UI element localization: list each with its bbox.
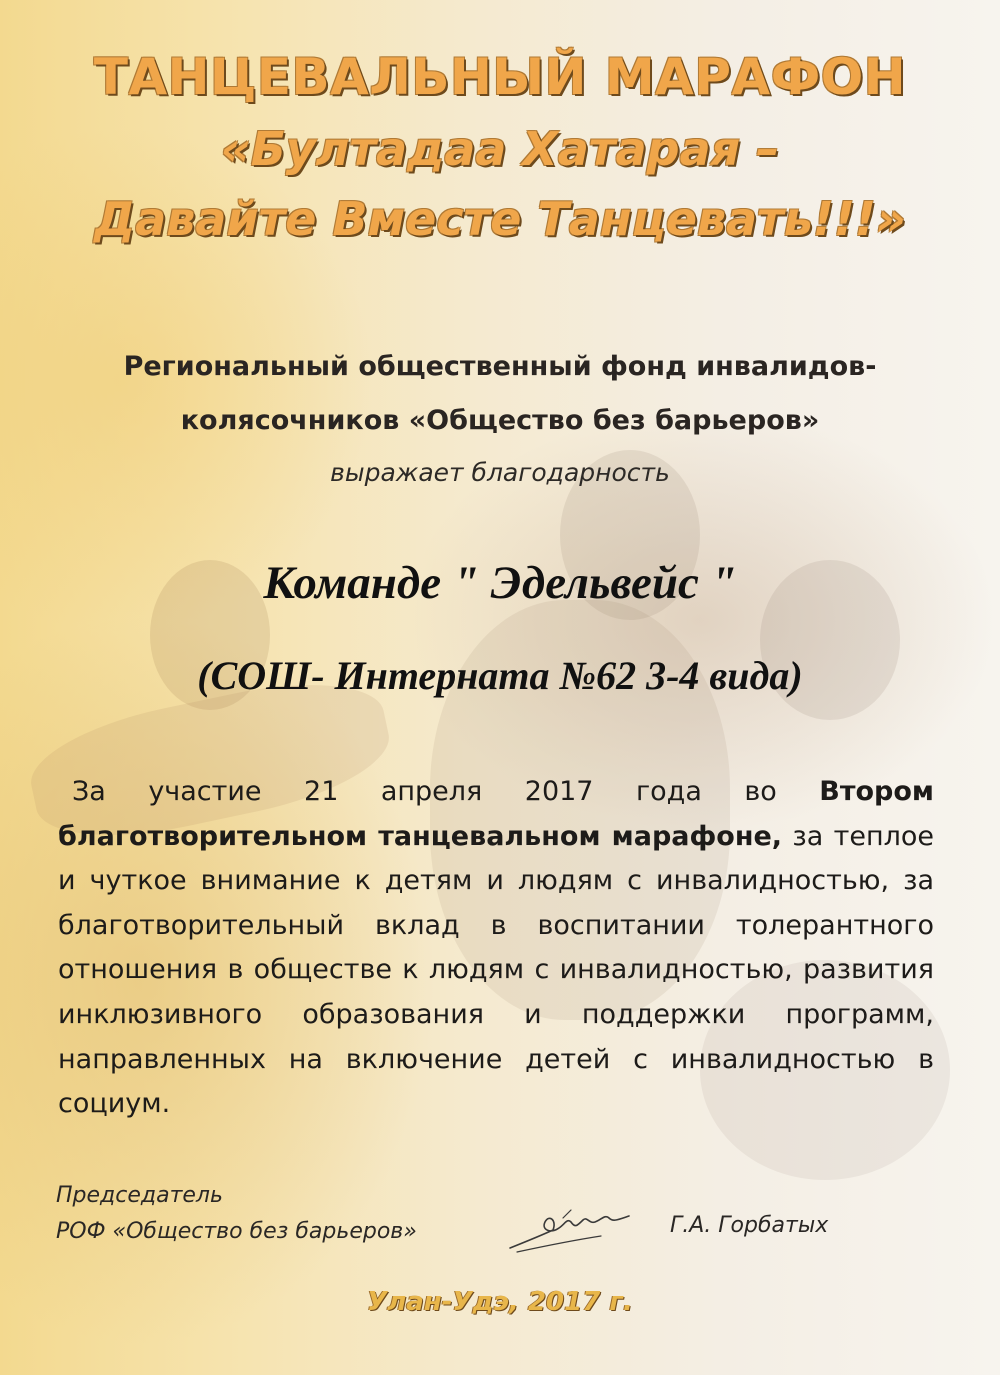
title-line-2: «Бултадаа Хатарая – xyxy=(220,122,780,176)
signatory-block xyxy=(56,1178,417,1250)
body-paragraph xyxy=(58,770,934,1127)
body-text-bold: Втором благотворительном танцевальном марафоне, xyxy=(58,776,934,852)
organization-name xyxy=(0,340,1000,448)
signatory-title: Председатель xyxy=(56,1183,223,1208)
organization-line-1: Региональный общественный фонд инвалидов- xyxy=(123,351,877,382)
title-line-1: ТАНЦЕВАЛЬНЫЙ МАРАФОН xyxy=(93,48,907,106)
footer-city-year: Улан-Удэ, 2017 г. xyxy=(367,1287,633,1317)
body-text-part-1: За участие 21 апреля 2017 года во xyxy=(72,776,820,807)
organization-line-2: колясочников «Общество без барьеров» xyxy=(180,405,820,436)
signatory-name: Г.А. Горбатых xyxy=(670,1213,829,1238)
signatory-organization: РОФ «Общество без барьеров» xyxy=(56,1219,417,1244)
body-text-part-2: за теплое и чуткое внимание к детям и людям с инвалидностью, за благотворительный вклад в воспитании толерантного отношения в обществе к людям с инвалидностью, развития инклюзивного образования и поддержки программ, направленных на включение детей с инвалидностью в социум. xyxy=(58,820,935,1120)
title-line-3: Давайте Вместе Танцевать!!!» xyxy=(94,192,906,246)
handwritten-signature xyxy=(505,1200,635,1260)
recipient-team: Команде " Эдельвейс " xyxy=(263,557,737,609)
thanks-text: выражает благодарность xyxy=(330,458,670,487)
recipient-school: (СОШ- Интерната №62 3-4 вида) xyxy=(197,653,803,698)
